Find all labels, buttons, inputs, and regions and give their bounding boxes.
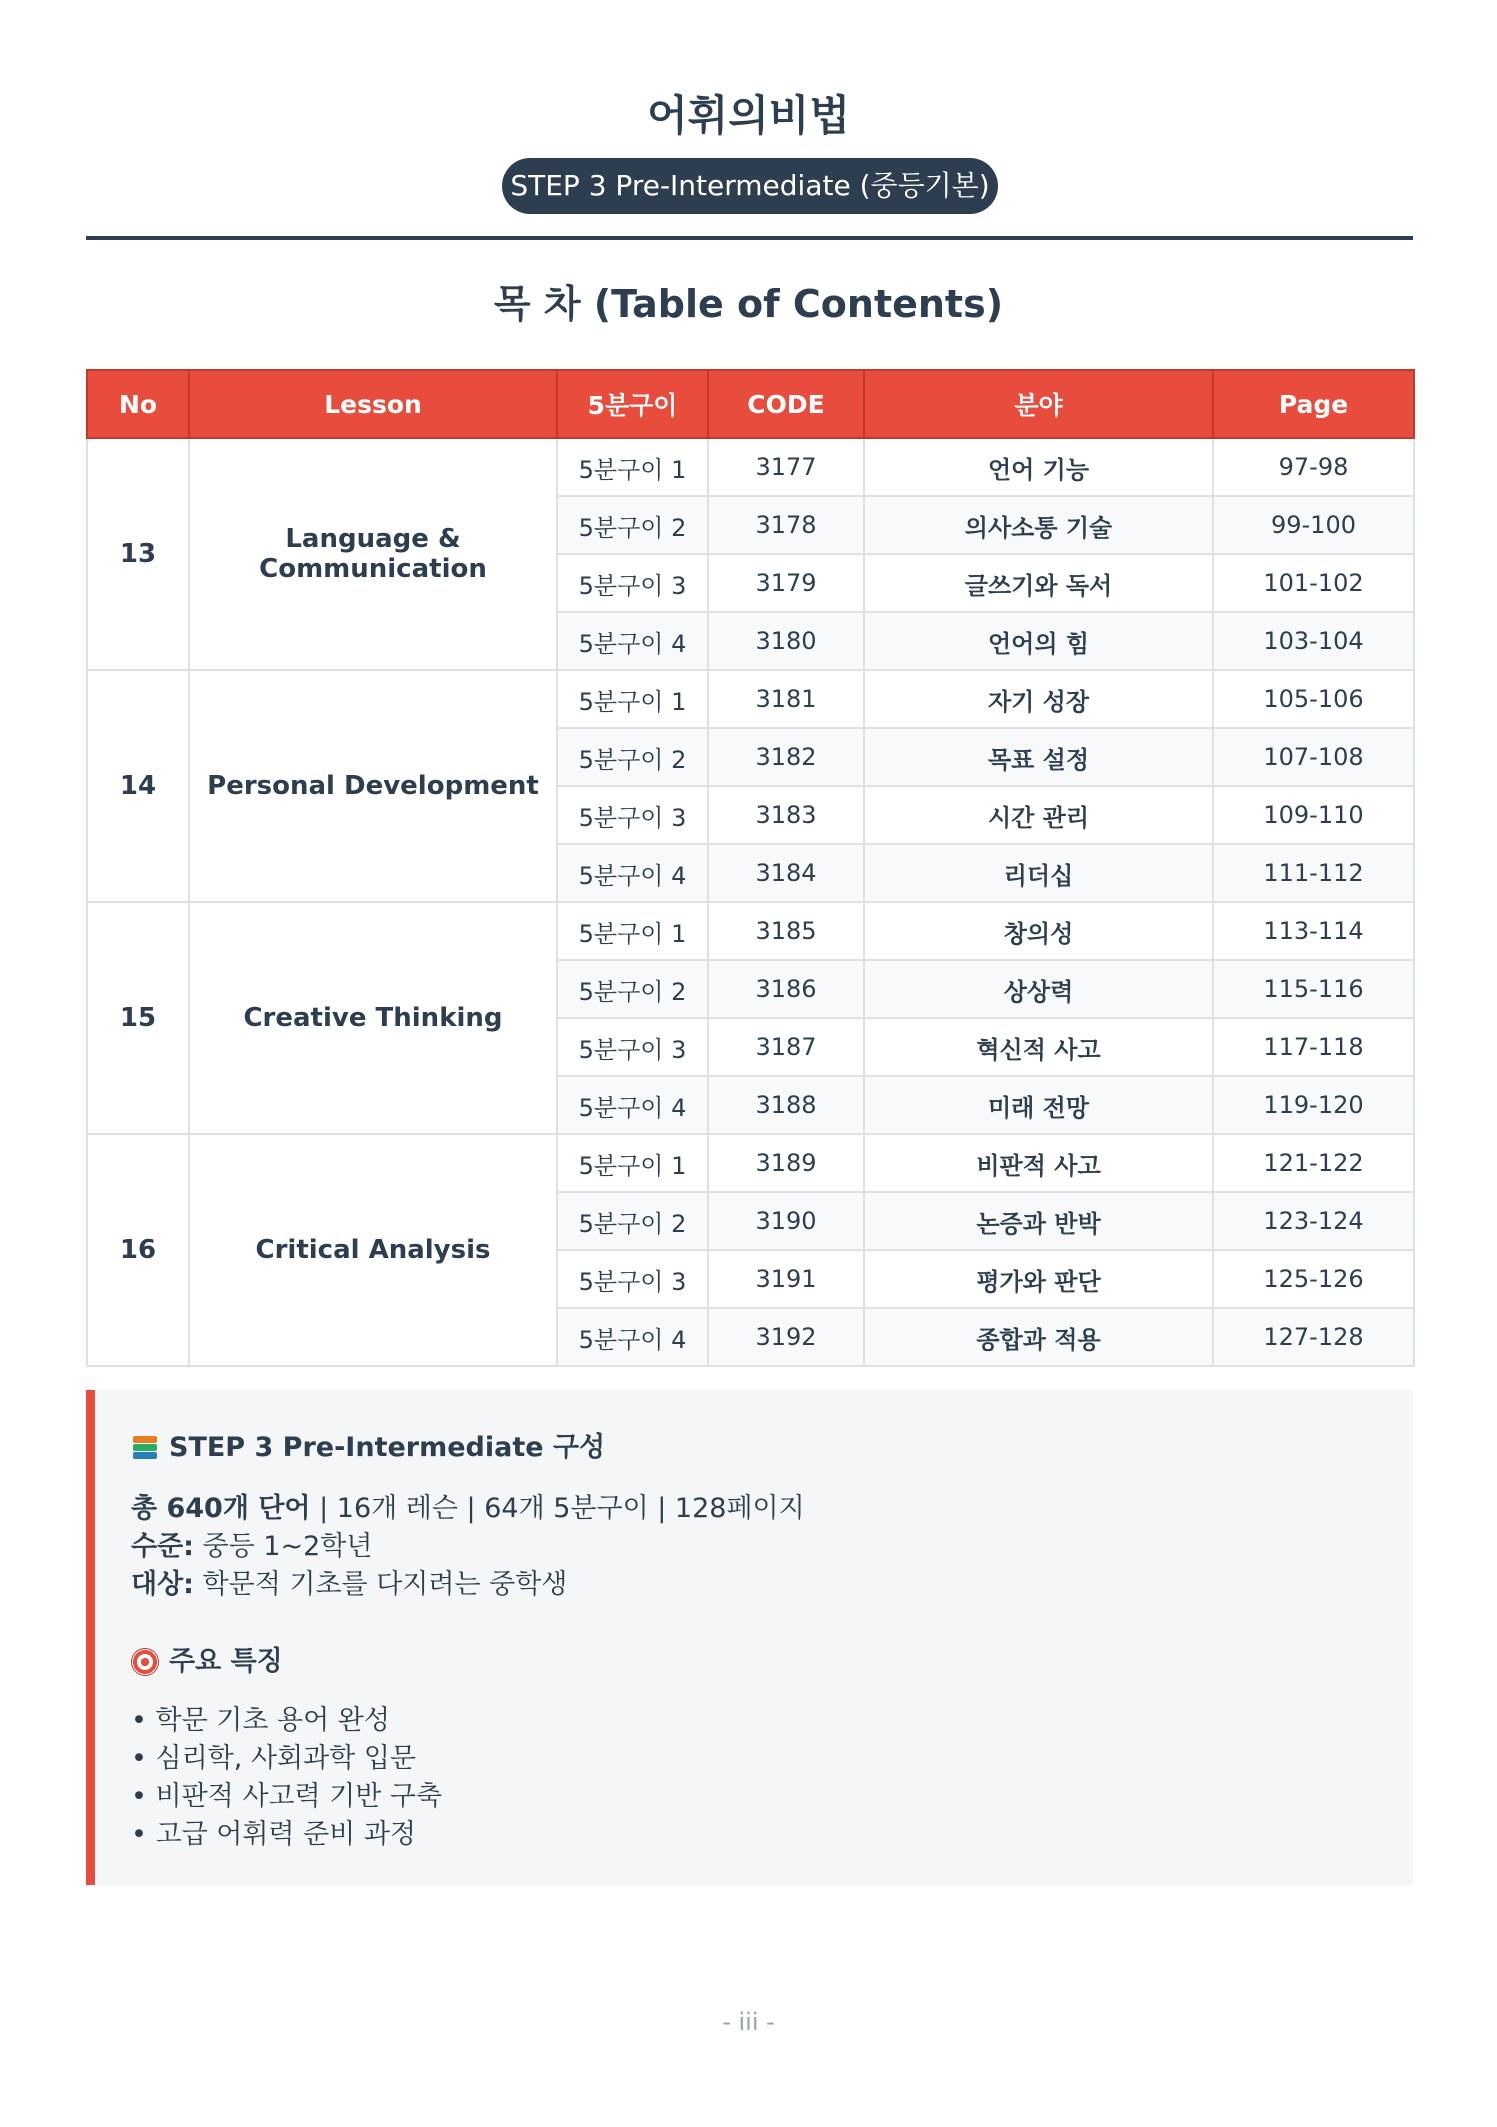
sub-lesson-cell: 5분구이 1 bbox=[557, 1134, 708, 1192]
column-header-sub: 5분구이 bbox=[557, 370, 708, 438]
lesson-number: 14 bbox=[87, 670, 189, 902]
sub-lesson-cell: 5분구이 3 bbox=[557, 1250, 708, 1308]
target-value: 학문적 기초를 다지려는 중학생 bbox=[193, 1569, 568, 1600]
lesson-name: Critical Analysis bbox=[189, 1134, 557, 1366]
lesson-number: 16 bbox=[87, 1134, 189, 1366]
table-header-row bbox=[87, 370, 1414, 438]
code-cell: 3187 bbox=[708, 1018, 864, 1076]
code-cell: 3190 bbox=[708, 1192, 864, 1250]
page-cell: 101-102 bbox=[1213, 554, 1414, 612]
features-title: 주요 특징 bbox=[169, 1646, 283, 1677]
sub-lesson-cell: 5분구이 4 bbox=[557, 1076, 708, 1134]
level-line bbox=[131, 1528, 1413, 1566]
field-cell: 상상력 bbox=[864, 960, 1213, 1018]
page-cell: 107-108 bbox=[1213, 728, 1414, 786]
level-value: 중등 1~2학년 bbox=[193, 1531, 373, 1562]
page-cell: 113-114 bbox=[1213, 902, 1414, 960]
level-label: 수준: bbox=[131, 1531, 194, 1562]
column-header-code: CODE bbox=[708, 370, 864, 438]
table-row bbox=[87, 1134, 1414, 1192]
feature-item: • 심리학, 사회과학 입문 bbox=[131, 1740, 1413, 1778]
sub-lesson-cell: 5분구이 2 bbox=[557, 1192, 708, 1250]
feature-item: • 학문 기초 용어 완성 bbox=[131, 1702, 1413, 1740]
page-cell: 115-116 bbox=[1213, 960, 1414, 1018]
header-divider bbox=[86, 236, 1413, 240]
toc-table bbox=[86, 369, 1415, 1367]
feature-item: • 고급 어휘력 준비 과정 bbox=[131, 1816, 1413, 1854]
field-cell: 혁신적 사고 bbox=[864, 1018, 1213, 1076]
code-cell: 3189 bbox=[708, 1134, 864, 1192]
composition-title: STEP 3 Pre-Intermediate 구성 bbox=[169, 1432, 606, 1463]
book-title: 어휘의비법 bbox=[647, 91, 850, 140]
field-cell: 목표 설정 bbox=[864, 728, 1213, 786]
code-cell: 3184 bbox=[708, 844, 864, 902]
page-number: - iii - bbox=[722, 2008, 775, 2036]
page-cell: 111-112 bbox=[1213, 844, 1414, 902]
page-cell: 97-98 bbox=[1213, 438, 1414, 496]
field-cell: 평가와 판단 bbox=[864, 1250, 1213, 1308]
sub-lesson-cell: 5분구이 2 bbox=[557, 728, 708, 786]
total-line bbox=[131, 1490, 1413, 1528]
feature-item: • 비판적 사고력 기반 구축 bbox=[131, 1778, 1413, 1816]
column-header-page: Page bbox=[1213, 370, 1414, 438]
code-cell: 3185 bbox=[708, 902, 864, 960]
lesson-number: 13 bbox=[87, 438, 189, 670]
field-cell: 창의성 bbox=[864, 902, 1213, 960]
code-cell: 3180 bbox=[708, 612, 864, 670]
code-cell: 3179 bbox=[708, 554, 864, 612]
page-cell: 121-122 bbox=[1213, 1134, 1414, 1192]
total-value: | 16개 레슨 | 64개 5분구이 | 128페이지 bbox=[310, 1493, 805, 1524]
sub-lesson-cell: 5분구이 1 bbox=[557, 670, 708, 728]
field-cell: 종합과 적용 bbox=[864, 1308, 1213, 1366]
lesson-name: Creative Thinking bbox=[189, 902, 557, 1134]
total-label: 총 640개 단어 bbox=[131, 1493, 311, 1524]
field-cell: 글쓰기와 독서 bbox=[864, 554, 1213, 612]
sub-lesson-cell: 5분구이 3 bbox=[557, 786, 708, 844]
books-icon bbox=[131, 1434, 159, 1462]
field-cell: 논증과 반박 bbox=[864, 1192, 1213, 1250]
page-cell: 119-120 bbox=[1213, 1076, 1414, 1134]
field-cell: 시간 관리 bbox=[864, 786, 1213, 844]
field-cell: 언어의 힘 bbox=[864, 612, 1213, 670]
page-cell: 123-124 bbox=[1213, 1192, 1414, 1250]
composition-details bbox=[131, 1490, 1413, 1604]
page-cell: 125-126 bbox=[1213, 1250, 1414, 1308]
page-cell: 103-104 bbox=[1213, 612, 1414, 670]
sub-lesson-cell: 5분구이 4 bbox=[557, 1308, 708, 1366]
field-cell: 비판적 사고 bbox=[864, 1134, 1213, 1192]
column-header-no: No bbox=[87, 370, 189, 438]
page-cell: 127-128 bbox=[1213, 1308, 1414, 1366]
page-cell: 117-118 bbox=[1213, 1018, 1414, 1076]
code-cell: 3181 bbox=[708, 670, 864, 728]
field-cell: 언어 기능 bbox=[864, 438, 1213, 496]
page-cell: 99-100 bbox=[1213, 496, 1414, 554]
table-row bbox=[87, 438, 1414, 496]
code-cell: 3183 bbox=[708, 786, 864, 844]
code-cell: 3186 bbox=[708, 960, 864, 1018]
info-box bbox=[86, 1390, 1413, 1885]
target-icon bbox=[131, 1648, 159, 1676]
sub-lesson-cell: 5분구이 3 bbox=[557, 1018, 708, 1076]
field-cell: 미래 전망 bbox=[864, 1076, 1213, 1134]
column-header-lesson: Lesson bbox=[189, 370, 557, 438]
column-header-field: 분야 bbox=[864, 370, 1213, 438]
lesson-name: Personal Development bbox=[189, 670, 557, 902]
code-cell: 3178 bbox=[708, 496, 864, 554]
sub-lesson-cell: 5분구이 1 bbox=[557, 438, 708, 496]
features-heading bbox=[131, 1642, 1413, 1682]
table-row bbox=[87, 902, 1414, 960]
field-cell: 리더십 bbox=[864, 844, 1213, 902]
sub-lesson-cell: 5분구이 2 bbox=[557, 496, 708, 554]
sub-lesson-cell: 5분구이 2 bbox=[557, 960, 708, 1018]
step-badge: STEP 3 Pre-Intermediate (중등기본) bbox=[502, 158, 998, 214]
lesson-name: Language & Communication bbox=[189, 438, 557, 670]
code-cell: 3177 bbox=[708, 438, 864, 496]
target-line bbox=[131, 1566, 1413, 1604]
lesson-number: 15 bbox=[87, 902, 189, 1134]
code-cell: 3192 bbox=[708, 1308, 864, 1366]
code-cell: 3182 bbox=[708, 728, 864, 786]
target-label: 대상: bbox=[131, 1569, 194, 1600]
field-cell: 의사소통 기술 bbox=[864, 496, 1213, 554]
sub-lesson-cell: 5분구이 3 bbox=[557, 554, 708, 612]
sub-lesson-cell: 5분구이 1 bbox=[557, 902, 708, 960]
composition-heading bbox=[131, 1428, 1413, 1468]
table-row bbox=[87, 670, 1414, 728]
sub-lesson-cell: 5분구이 4 bbox=[557, 844, 708, 902]
sub-lesson-cell: 5분구이 4 bbox=[557, 612, 708, 670]
code-cell: 3191 bbox=[708, 1250, 864, 1308]
page-cell: 105-106 bbox=[1213, 670, 1414, 728]
page-cell: 109-110 bbox=[1213, 786, 1414, 844]
toc-title: 목 차 (Table of Contents) bbox=[493, 282, 1004, 326]
features-list bbox=[131, 1702, 1413, 1854]
field-cell: 자기 성장 bbox=[864, 670, 1213, 728]
code-cell: 3188 bbox=[708, 1076, 864, 1134]
